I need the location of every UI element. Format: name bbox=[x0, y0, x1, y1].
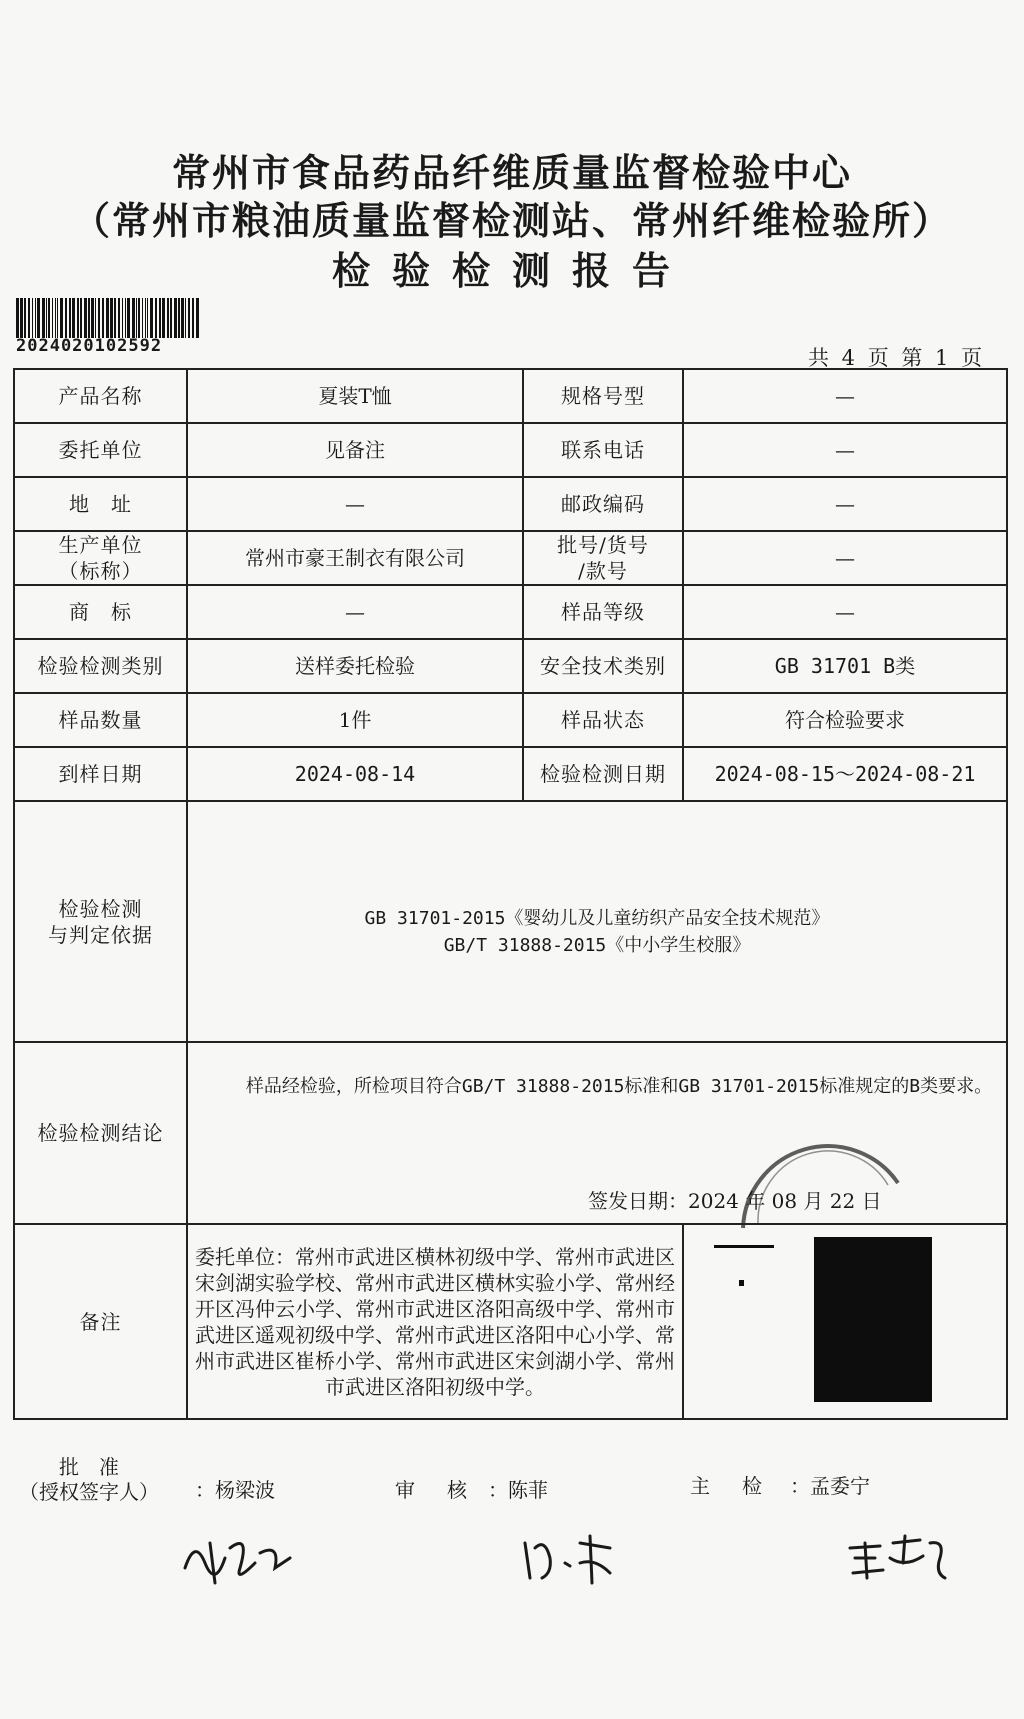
field-label: 到样日期 bbox=[14, 747, 187, 801]
barcode-bar bbox=[188, 298, 190, 338]
barcode-bar bbox=[192, 298, 194, 338]
barcode-bar bbox=[77, 298, 79, 338]
barcode-bar bbox=[42, 298, 45, 338]
field-value: 2024-08-14 bbox=[187, 747, 523, 801]
org-name-line2: （常州市粮油质量监督检测站、常州纤维检验所） bbox=[71, 198, 952, 243]
barcode-bar bbox=[185, 298, 186, 338]
field-label: 检验检测日期 bbox=[523, 747, 683, 801]
barcode-bar bbox=[69, 298, 71, 338]
field-label: 联系电话 bbox=[523, 423, 683, 477]
barcode-bar bbox=[102, 298, 104, 338]
barcode-bar bbox=[37, 298, 40, 338]
barcode-bar bbox=[110, 298, 113, 338]
barcode-bar bbox=[52, 298, 53, 338]
field-label: 产品名称 bbox=[14, 369, 187, 423]
conclusion-value bbox=[187, 1042, 1007, 1224]
issue-date: 签发日期：2024 年 08 月 22 日 bbox=[588, 1189, 882, 1213]
barcode-bar bbox=[142, 298, 143, 338]
field-value: GB 31701 B类 bbox=[683, 639, 1007, 693]
field-value: — bbox=[683, 477, 1007, 531]
field-label: 规格号型 bbox=[523, 369, 683, 423]
info-row bbox=[14, 639, 1007, 693]
field-label: 检验检测类别 bbox=[14, 639, 187, 693]
barcode-bar bbox=[125, 298, 126, 338]
basis-value bbox=[187, 801, 1007, 1042]
inspector-signature bbox=[845, 1528, 955, 1588]
reviewer-label: 审 核 bbox=[395, 1478, 473, 1502]
field-value: 夏装T恤 bbox=[187, 369, 523, 423]
barcode-bar bbox=[32, 298, 33, 338]
basis-line: GB/T 31888-2015《中小学生校服》 bbox=[443, 934, 751, 956]
barcode-bar bbox=[181, 298, 184, 338]
barcode-bar bbox=[122, 298, 123, 338]
field-value: 符合检验要求 bbox=[683, 693, 1007, 747]
report-title: 检验检测报告 bbox=[331, 248, 692, 293]
field-value: — bbox=[683, 423, 1007, 477]
barcode-bar bbox=[174, 298, 177, 338]
barcode-bar bbox=[80, 298, 82, 338]
barcode-bar bbox=[118, 298, 120, 338]
basis-label: 检验检测 与判定依据 bbox=[14, 801, 187, 1042]
official-seal bbox=[723, 1113, 913, 1233]
barcode-bar bbox=[196, 298, 199, 338]
field-value: — bbox=[187, 477, 523, 531]
reviewer-signature bbox=[520, 1528, 620, 1588]
info-row bbox=[14, 693, 1007, 747]
barcode-bar bbox=[145, 298, 146, 338]
barcode-bar bbox=[106, 298, 109, 338]
field-value: — bbox=[683, 531, 1007, 585]
field-label: 样品等级 bbox=[523, 585, 683, 639]
barcode-bar bbox=[46, 298, 47, 338]
barcode-bar bbox=[155, 298, 157, 338]
info-row bbox=[14, 477, 1007, 531]
barcode-bar bbox=[136, 298, 137, 338]
barcode-bar bbox=[20, 298, 23, 338]
field-value: — bbox=[683, 369, 1007, 423]
approver-signature bbox=[180, 1528, 300, 1588]
reviewer-name: ：陈菲 bbox=[488, 1478, 548, 1502]
field-value: — bbox=[187, 585, 523, 639]
basis-row bbox=[14, 801, 1007, 1042]
barcode-bar bbox=[48, 298, 50, 338]
info-row bbox=[14, 747, 1007, 801]
field-label: 地 址 bbox=[14, 477, 187, 531]
info-row bbox=[14, 423, 1007, 477]
barcode-bar bbox=[147, 298, 148, 338]
conclusion-text: 样品经检验，所检项目符合GB/T 31888-2015标准和GB 31701-2015标准规定的B类要求。 bbox=[245, 1076, 993, 1097]
barcode-bar bbox=[159, 298, 161, 338]
barcode-bar bbox=[95, 298, 96, 338]
approver-label: 批 准 （授权签字人） bbox=[19, 1455, 159, 1504]
redacted-area bbox=[683, 1224, 1007, 1419]
inspector-name: ：孟委宁 bbox=[790, 1474, 870, 1498]
barcode-bar bbox=[35, 298, 36, 338]
redaction-mark bbox=[714, 1245, 774, 1248]
field-value: 1件 bbox=[187, 693, 523, 747]
redaction-dot bbox=[739, 1280, 744, 1286]
barcode-bar bbox=[72, 298, 75, 338]
field-label: 商 标 bbox=[14, 585, 187, 639]
inspector-label: 主 检 bbox=[690, 1474, 768, 1498]
barcode-bar bbox=[162, 298, 165, 338]
barcode-bar bbox=[55, 298, 56, 338]
barcode-bar bbox=[28, 298, 30, 338]
barcode-bar bbox=[24, 298, 26, 338]
field-value: 常州市豪王制衣有限公司 bbox=[187, 531, 523, 585]
basis-line: GB 31701-2015《婴幼儿及儿童纺织产品安全技术规范》 bbox=[364, 907, 830, 929]
barcode-bar bbox=[132, 298, 135, 338]
barcode-bar bbox=[138, 298, 140, 338]
barcode-bar bbox=[98, 298, 100, 338]
field-label: 委托单位 bbox=[14, 423, 187, 477]
conclusion-row bbox=[14, 1042, 1007, 1224]
info-row bbox=[14, 531, 1007, 585]
barcode-bar bbox=[91, 298, 94, 338]
barcode bbox=[16, 298, 202, 338]
barcode-bar bbox=[65, 298, 67, 338]
remarks-text: 委托单位：常州市武进区横林初级中学、常州市武进区宋剑湖实验学校、常州市武进区横林实验小学、常州经开区冯仲云小学、常州市武进区洛阳高级中学、常州市武进区遥观初级中学、常州市武进区洛阳中心小学、常州市武进区崔桥小学、常州市武进区宋剑湖小学、常州市武进区洛阳初级中学。 bbox=[187, 1224, 683, 1419]
barcode-bar bbox=[60, 298, 63, 338]
barcode-bar bbox=[57, 298, 58, 338]
field-label: 批号/货号 /款号 bbox=[523, 531, 683, 585]
remarks-row bbox=[14, 1224, 1007, 1419]
page-info: 共 4 页 第 1 页 bbox=[808, 346, 986, 370]
field-value: 2024-08-15～2024-08-21 bbox=[683, 747, 1007, 801]
report-table bbox=[13, 368, 1008, 1420]
info-row bbox=[14, 585, 1007, 639]
barcode-bar bbox=[114, 298, 116, 338]
remarks-label: 备注 bbox=[14, 1224, 187, 1419]
org-name-line1: 常州市食品药品纤维质量监督检验中心 bbox=[171, 150, 852, 195]
barcode-bar bbox=[88, 298, 90, 338]
barcode-bar bbox=[178, 298, 180, 338]
field-label: 生产单位 （标称） bbox=[14, 531, 187, 585]
barcode-bar bbox=[167, 298, 169, 338]
barcode-bar bbox=[170, 298, 172, 338]
barcode-bar bbox=[84, 298, 87, 338]
barcode-bar bbox=[127, 298, 130, 338]
field-label: 邮政编码 bbox=[523, 477, 683, 531]
redaction-block bbox=[814, 1237, 932, 1402]
barcode-number: 2024020102592 bbox=[16, 336, 163, 356]
conclusion-label: 检验检测结论 bbox=[14, 1042, 187, 1224]
field-value: 送样委托检验 bbox=[187, 639, 523, 693]
field-label: 样品状态 bbox=[523, 693, 683, 747]
field-value: — bbox=[683, 585, 1007, 639]
approver-name: ：杨梁波 bbox=[195, 1478, 275, 1502]
barcode-bar bbox=[16, 298, 19, 338]
field-value: 见备注 bbox=[187, 423, 523, 477]
info-row bbox=[14, 369, 1007, 423]
barcode-bar bbox=[150, 298, 153, 338]
field-label: 样品数量 bbox=[14, 693, 187, 747]
field-label: 安全技术类别 bbox=[523, 639, 683, 693]
